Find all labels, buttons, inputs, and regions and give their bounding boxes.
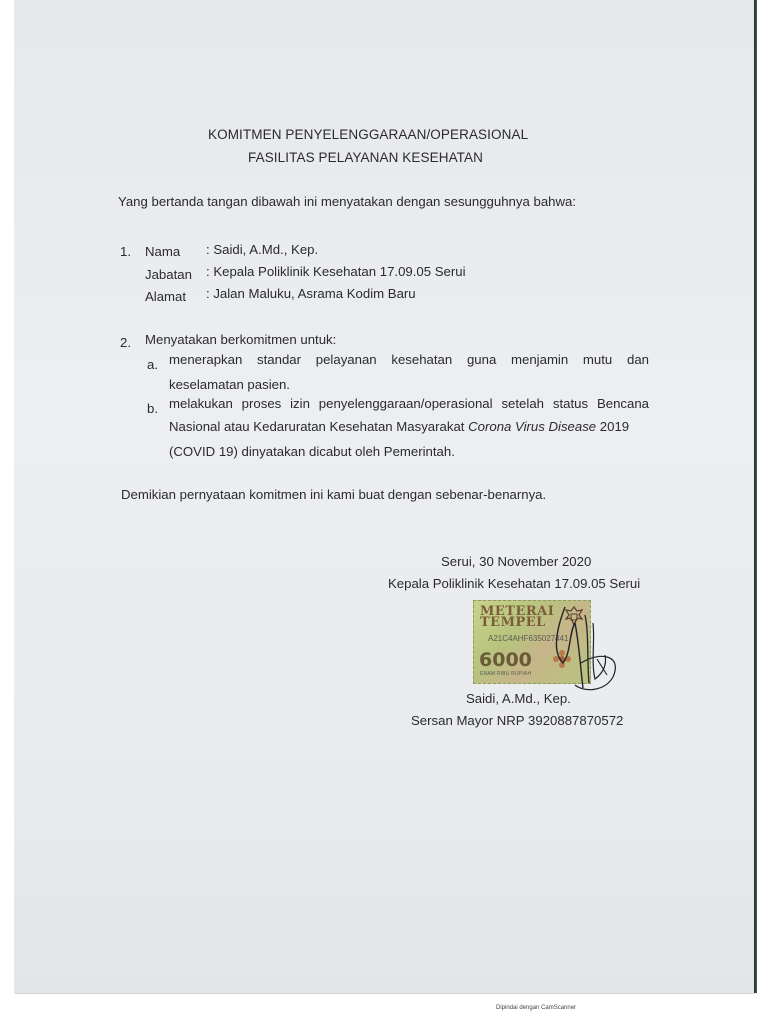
item2a-line1: menerapkan standar pelayanan kesehatan guna menjamin mutu dan xyxy=(169,352,649,367)
document-title-line2: FASILITAS PELAYANAN KESEHATAN xyxy=(248,150,483,165)
field-value-nama: : Saidi, A.Md., Kep. xyxy=(206,242,319,257)
field-label-nama: Nama xyxy=(145,244,181,259)
intro-text: Yang bertanda tangan dibawah ini menyatakan dengan sesungguhnya bahwa: xyxy=(118,194,577,209)
item2b-line3: (COVID 19) dinyatakan dicabut oleh Pemerintah. xyxy=(169,444,455,459)
item2-heading: Menyatakan berkomitmen untuk: xyxy=(145,332,337,347)
signer-position: Kepala Poliklinik Kesehatan 17.09.05 Serui xyxy=(388,576,641,591)
item2-number: 2. xyxy=(120,335,131,350)
item2a-line2: keselamatan pasien. xyxy=(169,377,290,392)
stamp-value: 6000 xyxy=(479,649,532,671)
place-date: Serui, 30 November 2020 xyxy=(441,554,592,569)
field-value-jabatan: : Kepala Poliklinik Kesehatan 17.09.05 Serui xyxy=(206,264,466,279)
item2b-line2-pre: Nasional atau Kedaruratan Kesehatan Masyarakat xyxy=(169,419,469,434)
item2b-marker: b. xyxy=(147,401,158,416)
scanner-footer: Dipindai dengan CamScanner xyxy=(496,1005,577,1011)
handwritten-signature-icon xyxy=(545,593,625,703)
stamp-label-line2: TEMPEL xyxy=(480,615,546,630)
stamp-label-line1: METERAI xyxy=(480,604,555,619)
field-value-alamat: : Jalan Maluku, Asrama Kodim Baru xyxy=(206,286,416,301)
item1-number: 1. xyxy=(120,244,131,259)
item2b-line1: melakukan proses izin penyelenggaraan/operasional setelah status Bencana xyxy=(169,396,649,411)
field-label-jabatan: Jabatan xyxy=(145,267,192,282)
item2b-line2-post: 2019 xyxy=(596,419,630,434)
stamp-value-words: ENAM RIBU RUPIAH xyxy=(480,671,532,677)
stamp-serial: A21C4AHF635027441 xyxy=(488,634,569,643)
signer-rank-nrp: Sersan Mayor NRP 3920887870572 xyxy=(411,713,624,728)
field-label-alamat: Alamat xyxy=(145,289,187,304)
page-edge-shadow xyxy=(754,0,757,993)
document-title-line1: KOMITMEN PENYELENGGARAAN/OPERASIONAL xyxy=(208,127,529,142)
item2b-line2-italic: Corona Virus Disease xyxy=(468,419,597,434)
item2a-marker: a. xyxy=(147,357,158,372)
closing-text: Demikian pernyataan komitmen ini kami buat dengan sebenar-benarnya. xyxy=(121,487,547,502)
signer-name: Saidi, A.Md., Kep. xyxy=(466,691,571,706)
item2b-line2 xyxy=(169,419,629,434)
